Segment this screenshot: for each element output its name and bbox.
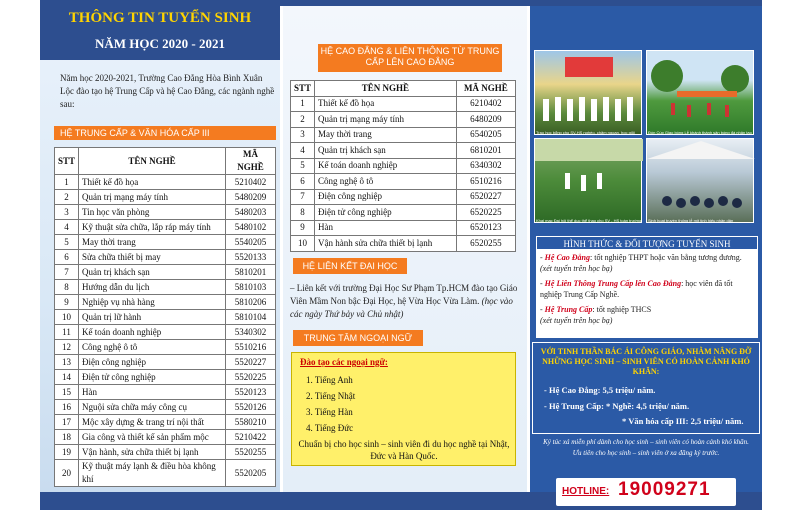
row-ma-nghe: 6810201 (456, 143, 515, 159)
row-ma-nghe: 6520123 (456, 220, 515, 236)
row-ten-nghe: Công nghệ ô tô (315, 174, 457, 190)
intro-text: Năm học 2020-2021, Trường Cao Đẳng Hòa Bình Xuân Lộc đào tạo hệ Trung Cấp và hệ Cao Đẳng, các ngành nghề sau: (60, 73, 275, 109)
row-ma-nghe: 6340302 (456, 158, 515, 174)
row-ten-nghe: Quản trị mạng máy tính (315, 112, 457, 128)
row-stt: 20 (55, 460, 79, 487)
cd-note: (xét tuyển trên học bạ) (540, 264, 613, 273)
row-stt: 18 (55, 430, 79, 445)
cao-dang-heading: HỆ CAO ĐẲNG & LIÊN THÔNG TỪ TRUNG CẤP LÊN CAO ĐẲNG (318, 44, 502, 72)
cd-label: Hệ Cao Đẳng (544, 253, 591, 262)
table-row (291, 112, 516, 128)
lt-text: : học viên đã tốt nghiệp Trung Cấp Nghề. (540, 279, 733, 299)
row-ma-nghe: 6520255 (456, 236, 515, 252)
cd-text: : tốt nghiệp THPT hoặc văn bằng tương đương. (590, 253, 742, 262)
trung-cap-body (55, 175, 276, 487)
lien-ket-body: – Liên kết với trường Đại Học Sư Phạm Tp.HCM đào tạo Giáo Viên Mầm Non bậc Đại Học, hệ Vừa Học Vừa Làm. (290, 283, 518, 306)
table-row (55, 280, 276, 295)
lien-ket-note: (học vào các ngày Thứ bảy và Chủ nhật) (290, 296, 513, 319)
page-title: THÔNG TIN TUYỂN SINH (68, 10, 252, 26)
hinh-thuc-heading: HÌNH THỨC & ĐỐI TƯỢNG TUYỂN SINH (536, 236, 758, 250)
table-row (55, 385, 276, 400)
table-row (55, 370, 276, 385)
cao-dang-table (290, 80, 516, 252)
tc-label: Hệ Trung Cấp (544, 305, 593, 314)
row-ma-nghe: 5540205 (226, 235, 276, 250)
row-stt: 3 (55, 205, 79, 220)
photo-caption: Sinh hoạt truyền thống lễ mít tinh hiếu nhân dân (648, 218, 734, 223)
row-stt: 6 (291, 174, 315, 190)
hotline-label: HOTLINE: (562, 486, 610, 497)
row-stt: 2 (291, 112, 315, 128)
table-row (55, 235, 276, 250)
row-stt: 9 (55, 295, 79, 310)
row-ten-nghe: Điện công nghiệp (79, 355, 226, 370)
table-row (291, 158, 516, 174)
row-stt: 1 (55, 175, 79, 190)
table-row (55, 175, 276, 190)
row-ma-nghe: 5210422 (226, 430, 276, 445)
row-ma-nghe: 5510216 (226, 340, 276, 355)
language-item: 4. Tiếng Đức (306, 423, 354, 433)
table-row (291, 205, 516, 221)
row-stt: 13 (55, 355, 79, 370)
row-ten-nghe: Nguội sửa chữa máy công cụ (79, 400, 226, 415)
row-ma-nghe: 5520126 (226, 400, 276, 415)
row-ten-nghe: Gia công và thiết kế sản phẩm mộc (79, 430, 226, 445)
note-line: Ký túc xá miễn phí dành cho học sinh – sinh viên có hoàn cảnh khó khăn. (543, 438, 749, 446)
row-stt: 6 (55, 250, 79, 265)
photo-caption: Khai mạc Đại hội thể dục thể thao cho SV - HS toàn trường (536, 218, 642, 223)
photo-ceremony (646, 138, 754, 223)
table-row (55, 430, 276, 445)
ngoai-ngu-title: Đào tạo các ngoại ngữ: (300, 357, 388, 367)
row-stt: 15 (55, 385, 79, 400)
ngoai-ngu-note: Chuẩn bị cho học sinh – sinh viên đi du học nghề tại Nhật, Đức và Hàn Quốc. (298, 439, 510, 461)
col-ma-nghe: MÃ NGHỀ (226, 148, 276, 175)
table-row (55, 250, 276, 265)
row-stt: 7 (291, 189, 315, 205)
row-stt: 9 (291, 220, 315, 236)
table-row (55, 355, 276, 370)
row-stt: 1 (291, 96, 315, 112)
table-row (55, 190, 276, 205)
field-icon (535, 139, 643, 224)
photo-football-field (646, 50, 754, 135)
table-row (291, 236, 516, 252)
row-stt: 7 (55, 265, 79, 280)
row-ten-nghe: Điện công nghiệp (315, 189, 457, 205)
row-stt: 2 (55, 190, 79, 205)
table-row (291, 96, 516, 112)
row-ma-nghe: 5480203 (226, 205, 276, 220)
lien-ket-text (290, 282, 520, 321)
language-item: 3. Tiếng Hàn (306, 407, 353, 417)
row-ma-nghe: 5520133 (226, 250, 276, 265)
language-item: 1. Tiếng Anh (306, 375, 353, 385)
photo-sports-festival (534, 138, 642, 223)
tuition-line: - Hệ Cao Đẳng: 5,5 triệu/ năm. (544, 385, 656, 395)
row-ten-nghe: Tin học văn phòng (79, 205, 226, 220)
row-stt: 11 (55, 325, 79, 340)
table-row (55, 310, 276, 325)
table-row (55, 205, 276, 220)
trung-cap-heading: HỆ TRUNG CẤP & VĂN HÓA CẤP III (54, 126, 276, 140)
row-ten-nghe: Kế toán doanh nghiệp (315, 158, 457, 174)
row-stt: 3 (291, 127, 315, 143)
row-ten-nghe: May thời trang (315, 127, 457, 143)
row-ten-nghe: Nghiệp vụ nhà hàng (79, 295, 226, 310)
row-ten-nghe: Điện tử công nghiệp (315, 205, 457, 221)
trung-cap-table (54, 147, 276, 487)
row-stt: 5 (291, 158, 315, 174)
row-ten-nghe: Quản trị mạng máy tính (79, 190, 226, 205)
col-stt: STT (55, 148, 79, 175)
row-ma-nghe: 5520255 (226, 445, 276, 460)
row-ma-nghe: 6210402 (456, 96, 515, 112)
table-row (55, 400, 276, 415)
table-row (291, 127, 516, 143)
row-ten-nghe: Công nghệ ô tô (79, 340, 226, 355)
row-ma-nghe: 6510216 (456, 174, 515, 190)
row-stt: 5 (55, 235, 79, 250)
row-ten-nghe: Quản trị khách sạn (79, 265, 226, 280)
tc-note: (xét tuyển trên học bạ) (540, 316, 613, 325)
row-stt: 10 (291, 236, 315, 252)
row-stt: 10 (55, 310, 79, 325)
row-ma-nghe: 5210402 (226, 175, 276, 190)
photo-scholarship (534, 50, 642, 135)
table-row (55, 340, 276, 355)
row-stt: 4 (291, 143, 315, 159)
col-ten-nghe: TÊN NGHỀ (315, 81, 457, 97)
school-year: NĂM HỌC 2020 - 2021 (95, 36, 225, 51)
row-ma-nghe: 5520123 (226, 385, 276, 400)
row-ma-nghe: 5810104 (226, 310, 276, 325)
row-stt: 12 (55, 340, 79, 355)
row-ten-nghe: Hàn (79, 385, 226, 400)
row-stt: 14 (55, 370, 79, 385)
row-ten-nghe: Quản trị lữ hành (79, 310, 226, 325)
photo-caption: Đón Cúp Giao bóng Lễ khánh thành sân bóng đá nhân tạo (648, 130, 752, 135)
row-ma-nghe: 6520227 (456, 189, 515, 205)
col-stt: STT (291, 81, 315, 97)
language-item: 2. Tiếng Nhật (306, 391, 356, 401)
table-row (55, 265, 276, 280)
table-row (55, 325, 276, 340)
row-ma-nghe: 5810201 (226, 265, 276, 280)
row-ma-nghe: 5810103 (226, 280, 276, 295)
row-ma-nghe: 6520225 (456, 205, 515, 221)
table-header (291, 81, 516, 97)
row-ma-nghe: 5810206 (226, 295, 276, 310)
row-ten-nghe: Thiết kế đồ họa (315, 96, 457, 112)
row-ma-nghe: 6480209 (456, 112, 515, 128)
row-ten-nghe: Thiết kế đồ họa (79, 175, 226, 190)
row-ten-nghe: Hướng dẫn du lịch (79, 280, 226, 295)
tc-text: : tốt nghiệp THCS (592, 305, 652, 314)
table-row (291, 174, 516, 190)
table-row (55, 460, 276, 487)
row-stt: 8 (55, 280, 79, 295)
row-ma-nghe: 5520205 (226, 460, 276, 487)
row-ten-nghe: Kỹ thuật máy lạnh & điều hòa không khí (79, 460, 226, 487)
table-row (55, 415, 276, 430)
table-row (55, 445, 276, 460)
row-ma-nghe: 5480102 (226, 220, 276, 235)
ngoai-ngu-heading: TRUNG TÂM NGOẠI NGỮ (293, 330, 423, 346)
row-ma-nghe: 5340302 (226, 325, 276, 340)
row-ma-nghe: 5520227 (226, 355, 276, 370)
tuition-line: * Văn hóa cấp III: 2,5 triệu/ năm. (622, 416, 744, 426)
table-header (55, 148, 276, 175)
row-stt: 17 (55, 415, 79, 430)
row-ten-nghe: Kỹ thuật sửa chữa, lắp ráp máy tính (79, 220, 226, 235)
table-row (291, 143, 516, 159)
col-ma-nghe: MÃ NGHỀ (456, 81, 515, 97)
hinh-thuc-body: - Hệ Cao Đẳng: tốt nghiệp THPT hoặc văn bằng tương đương. (xét tuyển trên học bạ) - Hệ Liên Thông Trung Cấp lên Cao Đẳng: học viên đã tốt nghiệp Trung Cấp Nghề. - Hệ Trung Cấp: tốt nghiệp THCS (xét tuyển trên học bạ) (536, 250, 758, 338)
row-ten-nghe: Kế toán doanh nghiệp (79, 325, 226, 340)
people-icon (535, 51, 643, 136)
cao-dang-body (291, 96, 516, 251)
row-ten-nghe: Sửa chữa thiết bị may (79, 250, 226, 265)
table-row (291, 189, 516, 205)
tent-icon (647, 139, 755, 224)
row-ten-nghe: Vận hành sửa chữa thiết bị lạnh (315, 236, 457, 252)
row-ten-nghe: Vận hành, sửa chữa thiết bị lạnh (79, 445, 226, 460)
tuition-title: VỚI TINH THẦN BÁC ÁI CÔNG GIÁO, NHẰM NÂNG ĐỠ NHỮNG HỌC SINH – SINH VIÊN CÓ HOÀN CẢNH KHÓ KHĂN: (540, 347, 752, 376)
row-stt: 19 (55, 445, 79, 460)
table-row (55, 220, 276, 235)
table-row (55, 295, 276, 310)
row-ten-nghe: May thời trang (79, 235, 226, 250)
row-ten-nghe: Điện tử công nghiệp (79, 370, 226, 385)
row-ma-nghe: 5580210 (226, 415, 276, 430)
tuition-line: - Hệ Trung Cấp: * Nghề: 4,5 triệu/ năm. (544, 401, 690, 411)
tree-icon (647, 51, 755, 136)
row-stt: 4 (55, 220, 79, 235)
photo-caption: Trao học bổng cho SV-HS nghèo, chăm ngoan, học giỏi (536, 130, 635, 135)
lien-ket-heading: HỆ LIÊN KẾT ĐẠI HỌC (293, 258, 407, 274)
note-line: Ưu tiên cho học sinh – sinh viên ở xa đăng ký trước. (572, 449, 720, 457)
row-ten-nghe: Quản trị khách sạn (315, 143, 457, 159)
hotline-number[interactable]: 19009271 (618, 479, 711, 500)
row-ten-nghe: Mộc xây dựng & trang trí nội thất (79, 415, 226, 430)
row-ten-nghe: Hàn (315, 220, 457, 236)
row-ma-nghe: 5520225 (226, 370, 276, 385)
col-ten-nghe: TÊN NGHỀ (79, 148, 226, 175)
row-stt: 16 (55, 400, 79, 415)
dorm-note (532, 437, 760, 459)
lt-label: Hệ Liên Thông Trung Cấp lên Cao Đẳng (544, 279, 682, 288)
row-stt: 8 (291, 205, 315, 221)
row-ma-nghe: 6540205 (456, 127, 515, 143)
row-ma-nghe: 5480209 (226, 190, 276, 205)
table-row (291, 220, 516, 236)
